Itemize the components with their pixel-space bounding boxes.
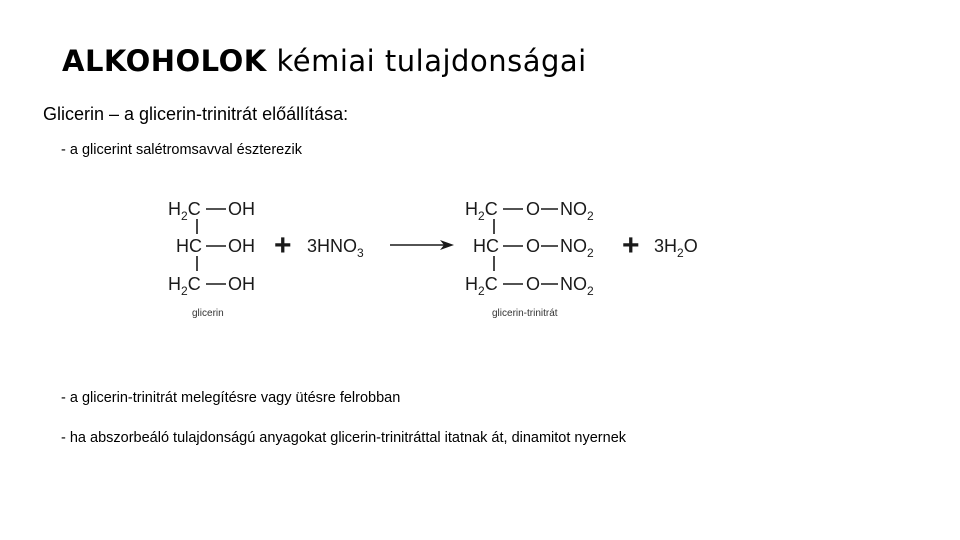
title-rest: kémiai tulajdonságai	[266, 44, 587, 78]
ntg-row3-carbon: $H_2C$	[465, 274, 498, 298]
ntg-row2-carbon: HC	[473, 236, 499, 256]
glycerol-row3-oh: OH	[228, 274, 255, 294]
glycerol-row3-carbon: $H_2C$	[168, 274, 201, 298]
bullet-esterification: - a glicerint salétromsavval észterezik	[61, 142, 302, 158]
plus-sign-1: +	[274, 229, 292, 262]
water: $3H_2O$	[654, 236, 698, 260]
nitroglycerin-caption: glicerin-trinitrát	[492, 308, 558, 319]
plus-sign-2: +	[622, 229, 640, 262]
slide-subtitle: Glicerin – a glicerin-trinitrát előállítása:	[43, 104, 349, 124]
glycerol-row1-carbon: $H_2C$	[168, 199, 201, 223]
ntg-row2-nitro: $NO_2$	[560, 236, 594, 260]
glycerol-row2-carbon: HC	[176, 236, 202, 256]
ntg-row1-carbon: $H_2C$	[465, 199, 498, 223]
ntg-row1-nitro: $NO_2$	[560, 199, 594, 223]
ntg-row1-oxygen: O	[526, 199, 541, 219]
glycerol-structure	[168, 199, 255, 298]
ntg-row3-nitro: $NO_2$	[560, 274, 594, 298]
bullet-explosion: - a glicerin-trinitrát melegítésre vagy ütésre felrobban	[61, 390, 401, 406]
glycerol-row2-oh: OH	[228, 236, 255, 256]
reaction-arrow-icon	[390, 240, 454, 250]
glycerol-caption: glicerin	[192, 308, 224, 319]
nitroglycerin-structure	[465, 199, 594, 298]
glycerol-row1-oh: OH	[228, 199, 255, 219]
ntg-row3-oxygen: O	[526, 274, 541, 294]
ntg-row2-oxygen: O	[526, 236, 541, 256]
bullet-dynamite: - ha abszorbeáló tulajdonságú anyagokat glicerin-trinitráttal itatnak át, dinamitot nyernek	[61, 430, 627, 446]
title-bold: ALKOHOLOK	[62, 44, 267, 78]
nitric-acid: $3HNO_3$	[307, 236, 364, 260]
